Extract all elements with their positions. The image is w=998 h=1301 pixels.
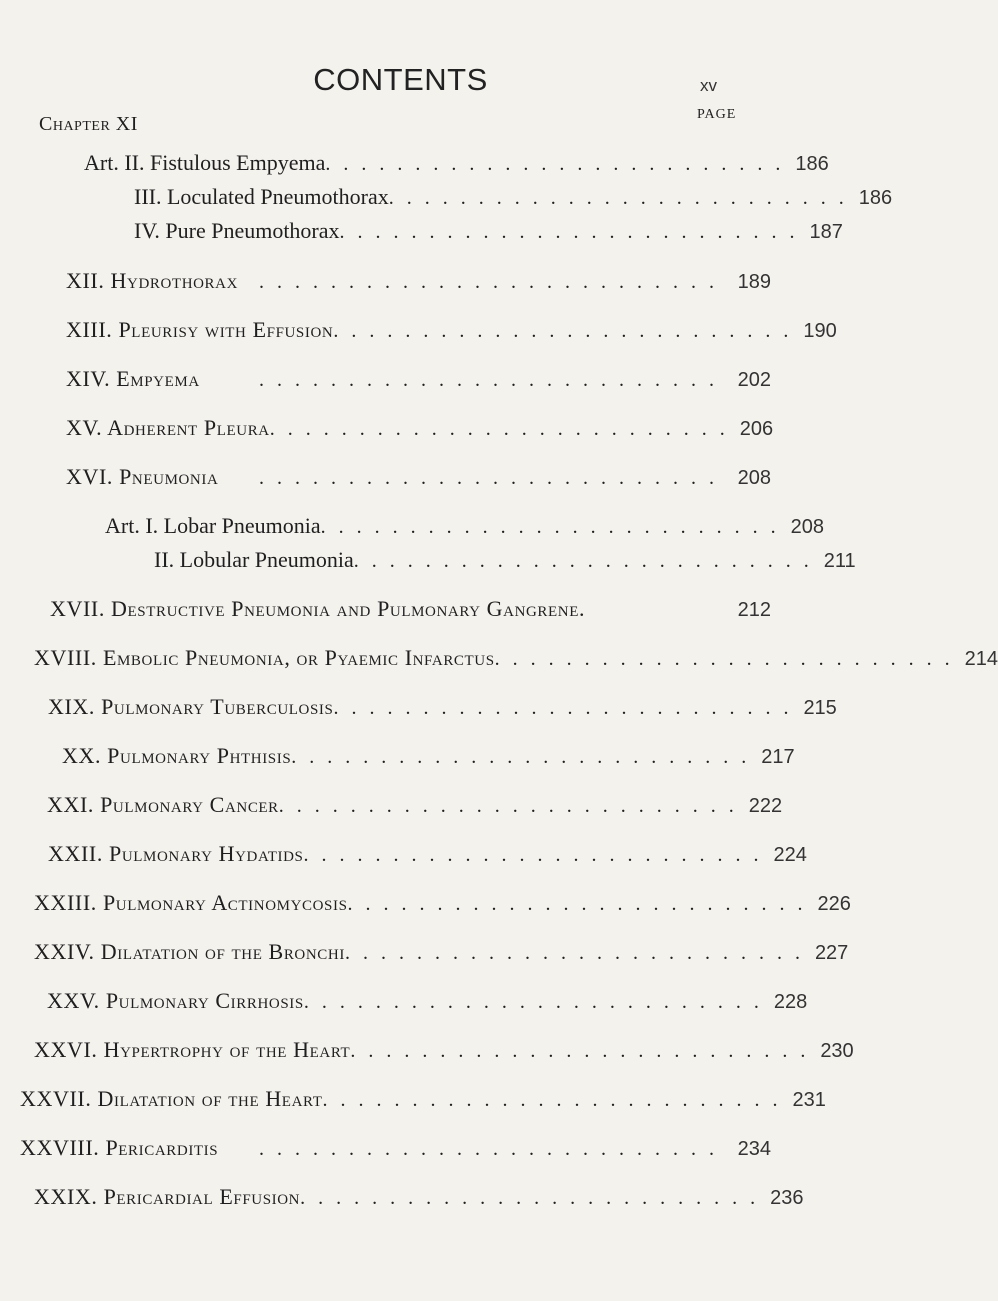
toc-entry-title: XIII. Pleurisy with Effusion <box>66 317 334 342</box>
toc-entry <box>66 268 771 296</box>
toc-entry <box>66 317 837 345</box>
page-folio: xv <box>700 76 717 95</box>
toc-entry-title: XIX. Pulmonary Tuberculosis <box>48 694 334 719</box>
toc-entry <box>34 890 851 918</box>
toc-entry-page: 228 <box>773 991 808 1013</box>
toc-entry-page: 189 <box>737 271 771 293</box>
dot-leader: .......................... <box>333 697 802 719</box>
toc-entry-page: 186 <box>795 153 829 175</box>
toc-entry-page: 217 <box>761 746 795 768</box>
toc-entry-title: XIV. Empyema <box>66 366 200 391</box>
dot-leader: .......................... <box>344 942 813 964</box>
toc-entry-page: 187 <box>809 221 843 243</box>
toc-entry <box>62 743 795 771</box>
dot-leader: .......................... <box>388 187 857 209</box>
dot-leader: .......................... <box>259 1138 727 1160</box>
toc-entry <box>134 218 843 246</box>
toc-entry <box>48 841 807 869</box>
toc-entry-page: 226 <box>817 893 851 915</box>
dot-leader: .......................... <box>303 844 772 866</box>
toc-entry-title: XXIII. Pulmonary Actinomycosis <box>34 890 348 915</box>
toc-entry-page: 224 <box>773 844 807 866</box>
toc-entry <box>34 939 849 967</box>
toc-entry-page: 190 <box>803 320 837 342</box>
toc-entry-title: IV. Pure Pneumothorax <box>134 218 340 243</box>
toc-entry <box>154 547 856 575</box>
toc-entry-page: 214 <box>964 648 998 670</box>
chapter-label: Chapter XI <box>39 113 138 135</box>
dot-leader: .......................... <box>278 795 747 817</box>
toc-entry <box>66 415 774 443</box>
toc-entry-title: XX. Pulmonary Phthisis <box>62 743 292 768</box>
toc-entry-page: 211 <box>823 550 856 572</box>
toc-entry-title: XXVII. Dilatation of the Heart <box>20 1086 323 1111</box>
dot-leader: .......................... <box>291 746 760 768</box>
toc-entry <box>66 464 771 492</box>
toc-entry-page: 234 <box>737 1138 771 1160</box>
dot-leader: .......................... <box>347 893 816 915</box>
dot-leader: .......................... <box>269 418 738 440</box>
dot-leader: .......................... <box>303 991 772 1013</box>
toc-entry <box>34 1037 854 1065</box>
toc-entry-title: XV. Adherent Pleura <box>66 415 270 440</box>
dot-leader: .......................... <box>494 648 963 670</box>
page-column-label: PAGE <box>697 107 737 122</box>
dot-leader: .......................... <box>320 516 789 538</box>
dot-leader: .......................... <box>333 320 802 342</box>
toc-entry-title: Art. I. Lobar Pneumonia <box>105 513 321 538</box>
toc-entry-title: XVIII. Embolic Pneumonia, or Pyaemic Infarctus <box>34 645 495 670</box>
toc-entry-page: 215 <box>803 697 837 719</box>
toc-entry-page: 186 <box>858 187 893 209</box>
toc-entry-title: XXV. Pulmonary Cirrhosis <box>47 988 304 1013</box>
toc-entry-page: 222 <box>748 795 783 817</box>
toc-entry <box>20 1135 771 1163</box>
toc-entry-title: XII. Hydrothorax <box>66 268 239 293</box>
toc-entry <box>134 184 893 212</box>
toc-entry-page: 212 <box>737 599 771 621</box>
toc-entry <box>50 596 771 624</box>
toc-entry-title: XXIX. Pericardial Effusion <box>34 1184 301 1209</box>
toc-entry-title: Art. II. Fistulous Empyema <box>84 150 326 175</box>
toc-entry-title: XXVIII. Pericarditis <box>20 1135 219 1160</box>
toc-entry-title: XXVI. Hypertrophy of the Heart <box>34 1037 351 1062</box>
dot-leader: .......................... <box>325 153 794 175</box>
toc-entry-title: XXII. Pulmonary Hydatids <box>48 841 304 866</box>
toc-entry-page: 208 <box>790 516 825 538</box>
dot-leader: .......................... <box>300 1187 769 1209</box>
toc-entry <box>84 150 829 178</box>
toc-entry <box>47 988 808 1016</box>
dot-leader: .......................... <box>322 1089 791 1111</box>
dot-leader: .......................... <box>339 221 808 243</box>
toc-entry-page: 236 <box>770 1187 804 1209</box>
toc-entry-title: XXIV. Dilatation of the Bronchi <box>34 939 345 964</box>
dot-leader: .......................... <box>259 271 727 293</box>
toc-entry <box>47 792 783 820</box>
toc-entry-title: XXI. Pulmonary Cancer <box>47 792 279 817</box>
running-title: CONTENTS <box>313 62 488 97</box>
dot-leader: .......................... <box>350 1040 819 1062</box>
toc-entry <box>34 645 998 673</box>
toc-entry-page: 208 <box>737 467 771 489</box>
toc-entry <box>66 366 771 394</box>
toc-entry-page: 231 <box>792 1089 826 1111</box>
toc-entry-title: III. Loculated Pneumothorax <box>134 184 389 209</box>
dot-leader: .......................... <box>259 369 727 391</box>
dot-leader: .......................... <box>353 550 822 572</box>
toc-entry-page: 227 <box>814 942 849 964</box>
toc-entry-page: 202 <box>737 369 771 391</box>
toc-entry-page: 230 <box>820 1040 854 1062</box>
toc-entry-title: XVII. Destructive Pneumonia and Pulmonary Gangrene. <box>50 596 586 621</box>
toc-entry-title: XVI. Pneumonia <box>66 464 219 489</box>
dot-leader: .......................... <box>259 467 727 489</box>
toc-entry-page: 206 <box>739 418 774 440</box>
toc-entry-title: II. Lobular Pneumonia <box>154 547 354 572</box>
toc-entry <box>20 1086 826 1114</box>
toc-entry <box>48 694 837 722</box>
toc-entry <box>34 1184 804 1212</box>
toc-entry <box>105 513 825 541</box>
